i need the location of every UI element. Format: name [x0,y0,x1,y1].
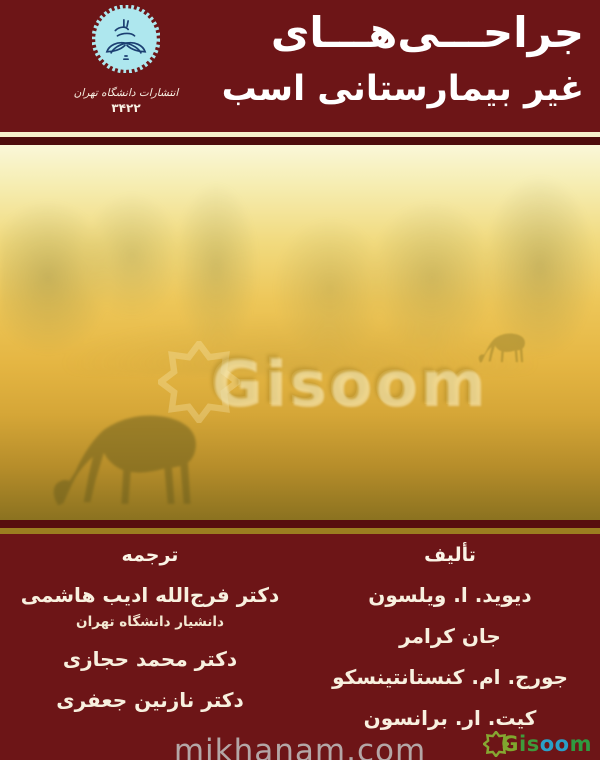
book-title-line1: جراحـــی‌هـــای [270,8,584,57]
author-name: کیت. ار. برانسون [363,706,537,730]
cover-photo [0,145,600,520]
gisoom-logo-letter: G [501,732,520,756]
book-title-line2: غیر بیمارستانی اسب [221,69,584,109]
gisoom-logo-letters: oo [539,732,570,756]
translators-heading: ترجمه [121,544,179,566]
translators-column [0,534,300,730]
translator-lead-name: دکتر فرج‌الله ادیب هاشمی [20,583,280,607]
gisoom-logo-letters: is [519,732,540,756]
author-name: جان کرامر [399,624,501,648]
publisher-code: ۳۴۲۲ [111,101,141,115]
book-title [222,2,584,114]
gisoom-logo-letter: m [569,732,592,756]
divider-maroon-stripe [0,137,600,145]
divider-maroon-stripe-bottom [0,520,600,528]
credits [0,534,600,730]
author-name: جورج. ام. کنستانتینسکو [332,665,568,689]
header-band [0,0,600,132]
distant-horse-silhouette [476,321,536,365]
authors-column [300,534,600,730]
grazing-horse-silhouette [45,375,230,515]
site-watermark: mikhanam.com [173,733,427,760]
publisher-name: انتشارات دانشگاه تهران [73,87,179,99]
gisoom-watermark-text: Gisoom [210,345,487,419]
publisher-block [60,5,192,115]
authors-heading: تألیف [424,544,476,566]
translator-lead-affiliation: دانشیار دانشگاه تهران [76,614,224,630]
footer-band [0,534,600,760]
gisoom-logo [483,731,592,757]
author-name: دیوید. ا. ویلسون [368,583,532,607]
translator-name: دکتر محمد حجازی [62,647,238,671]
translator-name: دکتر نازنین جعفری [56,688,244,712]
university-of-tehran-logo-icon [92,5,160,73]
